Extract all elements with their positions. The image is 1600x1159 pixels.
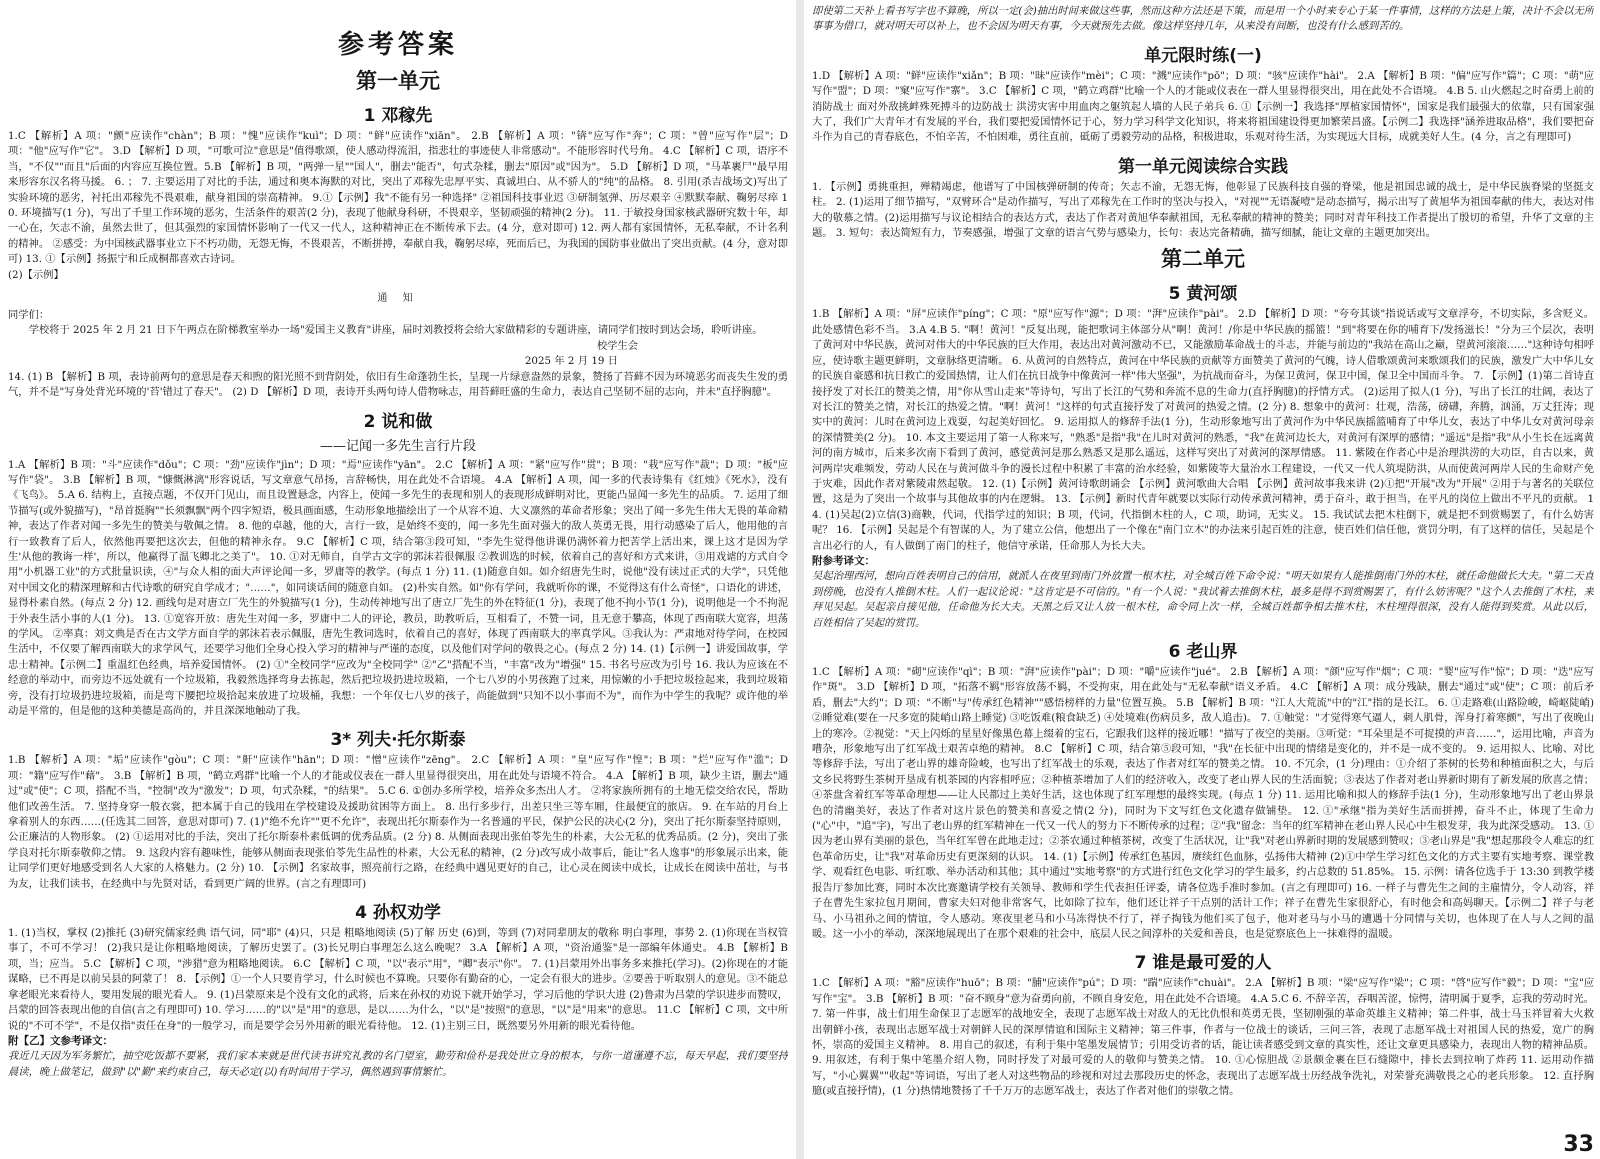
reading-practice-answers: 1. 【示例】勇挑重担，殚精竭虑，他谱写了中国核弹研制的传奇；矢志不渝，无怨无悔，他彰显了民族科技自强的脊梁，他是祖国忠诚的战士，是中华民族脊梁的坚挺支柱。 2. (1)运用了细节描写，"双臂环合"是动作描写，写出了邓稼先在工作时的坚决与投入，"对视""无语凝噎"是动态描写，揭示出写了黄旭华为祖国奉献的伟大，表达对伟大的敬慕之情。(2)运用描写与议论相结合的表达方式，表达了作者对黄旭华奉献祖国，无私奉献的精神的赞美；同时对青年科技工作者提出了殷切的希望，升华了文章的主题。 3. 短句：表达简短有力，节奏感强，增强了文章的语言气势与感染力，长句：表达完备精确，描写细腻，能让文章的主题更加突出。 [812,180,1594,240]
lesson-4-translation: 我近几天因为军务繁忙，抽空吃饭都不要紧，我们家本来就是世代读书讲究礼教的名门望室，勤劳和俭朴是我处世立身的根本，与你一道谨遵不忘，每天早起，我们要坚持晨读，晚上做笔记，做到"以"勤"来约束自己，每天必定(以)有时间用于学习，偶然遇到事情繁忙。 [8,1050,788,1078]
lesson-4-title: 4 孙权劝学 [355,903,441,924]
page-number: 33 [1563,1132,1594,1157]
lesson-5-translation: 吴起治理西河，想向百姓表明自己的信用，就派人在夜里到南门外放置一根木柱，对全城百姓下命令说："明天如果有人能推倒南门外的木柱，就任命他做长大夫。"第二天直到傍晚，也没有人推倒木柱。人们一起议论说："这肯定是不可信的。"有一个人说："我试着去推倒木柱，最多是得不到赏赐罢了，有什么妨害呢？"这个人去推倒了木柱，来拜见吴起。吴起亲自接见他，任命他为长大夫。天黑之后又让人放一根木柱，命令同上次一样，全城百姓都争相去推木柱，木柱埋得很深，没有人能得到奖赏。从此以后，百姓相信了吴起的赏罚。 [812,570,1594,629]
lesson-7-answers: 1.C 【解析】A 项："豁"应读作"huō"；B 项："脯"应读作"pú"；D 项："踹"应读作"chuài"。 2.A 【解析】B 项："梁"应写作"梁"；C 项："啓"应写作"毅"；D 项："宝"应写作"宝"。 3.B 【解析】B 项："奋不顾身"意为奋勇向前，不顾自身安危，用在此处不合语境。 4.A 5.C 6. 不辞辛苦，吞咽苦涩，惊愕，清明属于夏季，忘我的劳动时光。 7. 第一件事，战士们用生命保卫了志愿军的战地安全，表现了志愿军战士对敌人的无比仇恨和英勇无畏，坚韧刚强的革命英雄主义精神；第二件事，战士马玉祥冒着大火救出朝鲜小孩，表现出志愿军战士对朝鲜人民的深厚情谊和国际主义精神；第三件事，作者与一位战士的谈话，三问三答，表现了志愿军战士对祖国人民的热爱，宽广的胸怀，崇高的爱国主义精神。 8. 用自己的叙述，有利于集中笔墨发展情节；引用受访者的话，能让读者感受到文章的真实性，还让文章更具感染力，表现出人物的精神品质。 9. 用叙述，有利于集中笔墨介绍人物，同时抒发了对最可爱的人的敬仰与赞美之情。 10. ①心惊胆战 ②景颇金裹在巨石缝隙中，排长去到拉响了炸药 11. 运用动作描写，"小心翼翼""收起"等词语，写出了老人对这些物品的珍视和对过去那段历史的怀念，表现出了志愿军战士历经战争洗礼，对荣誉充满敬畏之心的老兵形象。 12. 直抒胸臆(或直接抒情)，(1 分)热情地赞扬了千千万万的志愿军战士，表达了作者对他们的崇敬之情。 [812,977,1594,1098]
lesson-2-answers: 1.A 【解析】B 项："斗"应读作"dǒu"；C 项："劲"应读作"jìn"；D 项："焉"应读作"yān"。 2.C 【解析】A 项："紧"应写作"贯"；B 项："栽"应写作"裁"；D 项："板"应写作"袋"。 3.B 【解析】B 项，"慷慨淋漓"形容说话，写文章意气昂扬，言辞畅快，用在此处不合语境。 4.A 【解析】A 项，闻一多的代表诗集有《红烛》《死水》，没有《飞鸟》。 5.A 6. 结构上，直接点题，不仅开门见山，而且设置悬念，内容上，使闻一多先生的表现和别人的表现形成鲜明对比，更能凸显闻一多先生的品质。 7. 运用了细节描写(或外貌描写)，"昂首挺胸""长须飘飘"两个四字短语，极具画面感，生动形象地描绘出了一个从容不迫、大义凛然的革命者形象；突出了闻一多先生伟大无畏的革命精神，表达了作者对闻一多先生的赞美与敬佩之情。 8. 他的卓越，他的大，言行一致，是始终不变的，闻一多先生面对强大的敌人英勇无畏，用行动感染了后人，他用他的言行一致教育了后人，依然他再要把这次去，但他的精神永存。 9.C 【解析】C 项，结合第③段可知，"李先生觉得他讲课仍满怀着力把苦学上活出来，课上这才是因为学生'从他的教诲一样'，所以，他赢得了温飞卿北之美了"。 10. ①对无师自，自学古文字的郭沫若很佩服 ②教训选的时候，依着自己的喜好和方式来讲，③用戏谑的方式自令用"小机器工业"的方式批量识读，④"与众人相的面大声评论闻一多，罗庸等的教学。(每点 1 分) 11. (1)随意自如。如介绍唐先生时，说他"没有读过正式的大学"，只凭他对中国文化的精深理解和古代诗歌的研究自学成才；"……"，如同谈话间的随意自如。 (2)朴实自然。如"你有学问，我就听你的课，不觉得这有什么奇怪"，口语化的讲述，显得朴素自然。(每点 2 分) 12. 画线句是对唐立厂先生的外貌描写(1 分)，生动传神地写出了唐立厂先生的外在特征(1 分)，表现了他不拘小节(1 分)，说明他是一个不拘泥于外表生活小事的人(1 分)。 13. ①宽容开放：唐先生对闻一多，罗庸中二人的评论，教员，助教听后，互相看了，不赞一词，且无意于攀高，体现了西南联大宽容，坦荡的学风。 ②率真：刘文典是否在古文学方面自学的郭沫若表示佩服，唐先生教词选时，依着自己的喜好，体现了西南联大的率真学风。③我认为：严肃地对待学问，在校园生活中，不仅要了解西南联大的求学风气，还要学习他们全身心投入学习的精神与严谨的态度，以及他们对学问的敬畏之心。(每点 2 分) 14. (1)【示例一】讲爱国故事，学忠士精神。【示例二】重温红色经典，培养爱国情怀。 (2) ①"全校同学"应改为"全校同学" ②"乙"搭配不当，"丰富"改为"增强" 15. 书名号应改为引号 16. 我认为应该在不经意的举动中，而旁边不远处就有一个垃圾箱，我毅然选择弯身去拣起，然后把垃圾扔进垃圾箱，一个七八岁的小男孩跑了过来，用惊嫩的小手把垃圾捡起来，我到垃圾箱旁，没有打垃圾扔进垃圾箱，而是弯下腰把垃圾拾起来放进了垃圾桶，我想：一个年仅七八岁的孩子，尚能做到"只知不以小事而不为"，而作为中学生的我呢？或许他的举动是平常的，但是他的这种美德是高尚的，并且深深地触动了我。 [8,458,788,717]
answer-key-title: 参考答案 [337,30,458,60]
reading-practice-title: 第一单元阅读综合实践 [1118,156,1288,177]
lesson-3-answers: 1.B 【解析】A 项："垢"应读作"gòu"；C 项："鼾"应读作"hān"；D 项："憎"应读作"zēng"。 2.C 【解析】A 项："皇"应写作"惶"；B 项："烂"应写作"滥"；D 项："籍"应写作"藉"。 3.B 【解析】B 项，"鹤立鸡群"比喻一个人的才能或仪表在一群人里显得很突出，用在此处与语境不符合。 4.A 【解析】B 项，缺少主语，删去"通过"或"使"；C 项，搭配不当，"控制"改为"激发"；D 项，句式杂糅，"的结果"。 5.C 6. ①创办多所学校，培养众多杰出人才。 ②将家族所拥有的土地无偿交给农民，帮助他们改善生活。 7. 坚持身穿一般衣裳，把本属于自己的钱用在学校建设及援助贫困等方面上。 8. 出行多步行，出差只坐三等车厢，住最便宜的旅店。 9. 在车站的月台上拿着别人的东西……(任选其二回答，意思对即可) 7. (1)"绝不允许""更不允许"，表现出托尔斯泰作为一名普通的平民，保护公民的决心(2 分)，突出了托尔斯泰坚持原则，公正廉洁的人物形象。 (2) ①运用对比的手法，突出了托尔斯泰朴素低调的优秀品质。(2 分) 8. 从侧面表现出张伯苓先生的朴素，大公无私的优秀品质。(2 分)，突出了张学良对托尔斯泰敬仰之情。 9. 这段内容有趣味性，能够从侧面表现张伯苓先生品性的朴素，大公无私的精神，(2 分)改写成小故事后，能让"名人逸事"的形象展示出来，能让同学们更好地感受到名人大家的人格魅力。(2 分) 10. 【示例】名家故事，照亮前行之路，在经典中遇见更好的自己，让心灵在阅读中成长，让成长在阅读中茁壮，与书为友，让我们读书，在经典中与先贤对话，看到更广阔的世界。(言之有理即可) [8,754,788,890]
lesson-2-subtitle: ——记闻一多先生言行片段 [319,438,476,454]
lesson-2-title: 2 说和做 [363,411,433,432]
lesson-4-translation-heading: 附【乙】文参考译文： [8,1034,113,1047]
lesson-1-title: 1 邓稼先 [363,106,433,126]
notice-body: 学校将于 2025 年 2 月 21 日下午两点在阶梯教室举办一场"爱国主义教育"讲座，届时刘教授将会给大家做精彩的专题讲座，请同学们按时到达会场，聆听讲座。 [28,324,763,337]
lesson-5-translation-heading: 附参考译文： [812,554,875,567]
notice-date: 2025 年 2 月 19 日 [524,355,618,368]
lesson-5-answers: 1.B 【解析】A 项："屏"应读作"píng"；C 项："原"应写作"源"；D 项："湃"应读作"pài"。 2.D 【解析】D 项："夸夸其谈"指说话或写文章浮夸，不切实际，多含贬义。此处感情色彩不当。 3.A 4.B 5. "啊！黄河！"反复出现，能把歌词主体部分从"啊！黄河！/你是中华民族的摇篮！"到"将要在你的哺育下/发扬滋长！"分为三个层次，表明了黄河对中华民族，黄河对伟大的中华民族的巨大作用，表达出对黄河激动不已，又能激励革命战士的斗志，并能与前边的"我站在高山之巅，望黄河滚滚……"这种诗句相呼应，使诗歌主题更鲜明，文章脉络更清晰。 6. 从黄河的自然特点，黄河在中华民族的贡献等方面赞美了黄河的气魄，诗人借歌颂黄河来歌颂我们的民族，激发广大中华儿女的民族自豪感和抗日救亡的爱国热情，让人们在抗日战争中像黄河一样"伟大坚强"，为抗战而奋斗，为保卫黄河，保卫中国，保卫全中国而斗争。 7. 【示例】(1)第二首诗直接抒发了对长江的赞美之情，用"你从雪山走来"等诗句，写出了长江的气势和奔流不息的生命力(直抒胸臆)的抒情方式。 (2)运用了拟人(1 分)，写出了长江的壮阔，表达了对长江的赞美之情，对长江的热爱之情。"啊！黄河！"这样的句式直接抒发了对黄河的热爱之情。(2 分) 8. 想象中的黄河：壮观，浩荡，磅礴，奔腾，汹涌，万丈狂涛；现实中的黄河：儿时在黄河边上戏耍，勾起美好回忆。 9. 运用拟人的修辞手法(1 分)，生动形象地写出了黄河作为中华民族摇篮哺育了中华儿女，表达了中华儿女对黄河母亲的深情赞美(2 分)。 10. 本文主要运用了第一人称来写，"熟悉"是指"我"在儿时对黄河的熟悉，"我"在黄河边长大，对黄河有深厚的感情；"遥远"是指"我"从小生长在远离黄河的南方城市，后来多次南下看到了黄河，感觉黄河是那么熟悉又是那么遥远，这样写突出了对黄河的深厚情感。 11. 紫陵在作者心中是治理洪涝的大功臣，自古以来，黄河两岸灾难频发，劳动人民在与黄河做斗争的漫长过程中积累了丰富的治水经验，如紫陵等大量治水工程建设，一代又一代人筑堤防洪，从而使黄河两岸人民的生命财产免于灾难，因此作者对紫陵肃然起敬。 12. (1)【示例】黄河诗歌朗诵会 【示例】黄河歌曲大合唱 【示例】黄河故事我来讲 (2)①把"开展"改为"开展" ②用于与著名的关联位置，这是为了突出一个故事与其他故事的内在逻辑。 13. 【示例】新时代青年就要以实际行动传承黄河精神，勇于奋斗，敢于担当，在平凡的岗位上做出不平凡的贡献。 14. (1)吴起(2)立信(3)商鞅，代词，代指学过的知识；B 项，代词，代指倒木柱的人，C 项，助词，无实义。 15. 我试试去把木柱倒下，就是把不到赏赐罢了，有什么妨害呢？ 16. 【示例】吴起是个有智谋的人，为了建立公信，他想出了一个像在"南门立木"的办法来引起百姓的注意，使百姓们信任他，赏罚分明，有了这样的信任，吴起是个言出必行的人，有人做倒了南门的柱子，他信守承诺，任命那人为长大夫。 [812,308,1594,552]
lesson-3-title: 3* 列夫·托尔斯泰 [330,730,466,751]
unit-two-heading: 第二单元 [1161,247,1245,272]
left-column [8,4,788,1155]
lesson-1-answers-cont: 14. (1) B 【解析】B 项，表诗前两句的意思是春天和煦的阳光照不到背阴处，依旧有生命蓬勃生长，呈现一片绿意盎然的景象，赞扬了苔藓不因为环境恶劣而丧失生发的勇气，并不是"写身处背光环境的'苔'错过了春天"。 (2) D 【解析】D 项，表诗开头两句诗人借物咏志，用苔藓旺盛的生命力，表达自己坚韧不屈的志向，并未"直抒胸臆"。 [8,370,788,399]
notice-title: 通 知 [377,293,419,305]
lesson-1-answers: 1.C 【解析】A 项："颤"应读作"chàn"；B 项："愧"应读作"kuì"；D 项："鲜"应读作"xiān"。 2.B 【解析】A 项："锛"应写作"奔"；C 项："曾"应写作"层"；D 项："他"应写作"它"。 3.D 【解析】D 项，"可歌可泣"意思是"值得歌颂，使人感动得流泪，指悲壮的事迹使人非常感动"。不能形容时代号角。 4.C 【解析】C 项，语序不当，"不仅""而且"后面的内容应互换位置。5.B 【解析】B 项，"两弹一星""国人"，删去"能否"，句式杂糅，删去"原因"或"因为"。 5.D 【解析】D 项，"马革裹尸"最早用来形容东汉名将马援。 6. ； 7. 主要运用了对比的手法，通过和奥本海默的对比，突出了邓稼先忠厚平实、真诚坦白、从不骄人的"纯"的品格。 8. 引用(杀吉战场文)写出了实验环境的恶劣，衬托出邓稼先不畏艰难，献身祖国的崇高精神。 9.①【示例】我"不能有另一种选择" ②祖国科技事业迟 ③研制氢弹、历尽艰辛 ④默默奉献、鞠躬尽瘁 10. 环境描写(1 分)，写出了千里工作环境的恶劣，生活条件的艰苦(2 分)，表现了他献身科研，不畏艰辛，坚韧顽强的精神(2 分)。 11. 于敏投身国家核武器研究数十年，却一心在，矢志不渝，虽然去世了，但其强烈的家国情怀影响了一代又一代人，这种精神正在不断传承下去。(4 分，意对即可) 12. 两人都有家国情怀，无私奉献，不计名利的精神。 ②感受：为中国核武器事业立下不朽功勋，无怨无悔，不畏艰苦，不断拼搏，奉献自我，鞠躬尽瘁，死而后已，为我国的国防事业做出了突出贡献。(4 分，意对即可) 13. ①【示例】扬振宁和丘成桐都喜欢古诗词。 [8,130,788,266]
lesson-5-title: 5 黄河颂 [1168,284,1238,305]
top-translation-cont: 即使第二天补上看书写字也不算晚，所以一定(会)抽出时间来做这些事，然而这种方法还是下策，而是用一个小时来专心于某一件事情，这样的方法是上策，决计不会以无所事事为借口，就对明天可以补上，也不会因为明天有事，今天就预先去做。像这样坚持几年，从来没有间断，也没有什么感到苦的。 [812,5,1594,33]
unit-one-heading: 第一单元 [356,69,440,93]
lesson-1-example: (2)【示例】 [8,268,64,281]
notice-greeting: 同学们： [8,309,50,322]
lesson-7-title: 7 谁是最可爱的人 [1134,953,1272,974]
page-gutter [796,0,804,1159]
unit-test-title: 单元限时练(一) [1144,45,1262,66]
lesson-6-answers: 1.C 【解析】A 项："砌"应读作"qì"；B 项："湃"应读作"pài"；D 项："嚼"应读作"jué"。 2.B 【解析】A 项："颜"应写作"烟"；C 项："婴"应写作"惊"；D 项："迭"应写作"斑"。 3.D 【解析】D 项，"拓落不羁"形容放荡不羁，不受拘束，用在此处与"无私奉献"语义矛盾。 4.C 【解析】A 项：成分残缺，删去"通过"或"使"；C 项：前后矛盾，删去"大约"；D 项："不断"与"传承红色精神""感悟榜样的力量"位置互换。 5.B 【解析】B 项："江人大荒流"中的"江"指的是长江。 6. ①走路难(山路险峻，崎岖陡峭) ②睡觉难(要在一尺多宽的陡峭山路上睡觉) ③吃饭难(粮食缺乏) ④处境难(伤病员多，敌人追击)。 7. ①触觉："才觉得寒气逼人，刺人肌骨，浑身打着寒颤"，写出了夜晚山上的寒冷。②视觉："天上闪烁的星星好像黑色幕上缀着的宝石，它跟我们这样的接近哪！"描写了夜空的美丽。③听觉："耳朵里是不可捉摸的声音……"，运用比喻，声音为嘈杂，形象地写出了红军战士艰苦卓绝的精神。 8.C 【解析】C 项，结合第⑤段可知，"我"在长征中出现的情绪是变化的，并不是一成不变的。 9. 运用拟人、比喻、对比等修辞手法，写出了老山界的雄奇险峻，也写出了红军战士的乐观，表达了作者对红军的赞美之情。 10. 不冗余，(1 分)理由：①介绍了茶树的长势和种植面积之大，与后文乡民将野生茶树开垦成有机茶园的内容相呼应；②种植茶增加了人们的经济收入，改变了老山界人民的生活面貌；③表达了作者对老山界新时期有了新发展的欣喜之情；④茶盘含着红军等革命理想——让人民都过上美好生活，这也体现了红军理想的最终实现。(每点 1 分) 11. 运用比喻和拟人的修辞手法(1 分)，生动形象地写出了老山界景色的清幽美好，表达了作者对这片景色的赞美和喜爱之情(2 分)，同时为下文写红色文化遗存做铺垫。 12. ①"承继"指为美好生活而拼搏，奋斗不止，体现了生命力("心"中，"追"字)，写出了老山界的红军精神在一代又一代人的努力下不断传承的过程；②"我"留念：当年的红军精神在老山界人民心中生根发芽，我为此深受感动。 13. ①因为老山界有美丽的景色，当年红军曾在此地走过；②茶农通过种植茶树，改变了生活状况，让"我"对老山界新时期的发展感到赞叹；③老山界是"我"想起那段令人难忘的红色革命历史，让"我"对革命历史有更深刻的认识。 14. (1)【示例】传承红色基因，赓续红色血脉，弘扬伟大精神 (2)①中学生学习红色文化的方式主要有实地考察、课堂教学、观看红色电影、听红歌、举办活动和其他；其中通过"实地考察"的方式进行红色文化学习的学生最多，约占总数的 51.85%。 15. 示例：请各位选手于 13:30 到教学楼报告厅参加比赛，同时本次比赛邀请学校有关领导、教师和学生代表担任评委，请各位选手准时参加。(言之有理即可) 16. 一样子与曹先生之间的主雇情分，令人动容，祥子在曹先生家拉包月期间，曹家夫妇对他非常客气，比如除了拉车，他们还让祥子干点别的活计工作；祥子在曹先生家很舒心，有时他会和高妈聊天。【示例二】祥子与老马、小马祖孙之间的情谊，令人感动。寒夜里老马和小马冻得快不行了，祥子掏钱为他们买了包子，他对老马与小马的遭遇十分同情与关切，也体现了在人与人之间的温暖。这一小小的举动，深深地展现出了在那个艰难的社会中，底层人民之间淳朴的关爱和善良，也是觉察底色上一抹难得的温暖。 [812,666,1594,940]
notice-signature: 校学生会 [596,339,638,352]
right-column [812,4,1594,1155]
lesson-6-title: 6 老山界 [1168,642,1238,662]
unit-test-answers: 1.D 【解析】A 项："鲜"应读作"xiǎn"；B 项："昧"应读作"mèi"；C 项："溅"应读作"pō"；D 项："骇"应读作"hài"。 2.A 【解析】B 项："偏"应写作"篇"；C 项："萌"应写作"盟"；D 项："窠"应写作"寨"。 3.C 【解析】C 项，"鹤立鸡群"比喻一个人的才能或仪表在一群人里显得很突出，用在此处不合语境。 4.B 5. 山火燃起之时奋勇上前的消防战士 面对外敌挑衅殊死搏斗的边防战士 洪涝灾害中用血肉之躯筑起人墙的人民子弟兵 6. ①【示例一】我选择"厚植家国情怀"，国家是我们最强大的依靠，只有国家强大了，我们广大青年才有发展的平台，我们要把爱国情怀记于心，努力学习科学文化知识，将来将祖国建设得更加繁荣昌盛。【示例二】我选择"涵养进取品格"，我们要把奋斗作为自己的青春底色，不怕辛苦，不怕困难，勇往直前，砥砺了勇毅劳动的品格，积极进取，乐观对待生活，为实现远大目标，成就美好人生。(4 分，言之有理即可) [812,69,1594,144]
lesson-4-answers: 1. (1)当权，掌权 (2)推托 (3)研究儒家经典 语气词，同"耶" (4)只，只是 粗略地阅读 (5)了解 历史 (6)到，等到 (7)对同辈朋友的敬称 明白事理，事势 2. (1)你现在当权管事了，不可不学习！ (2)我只是让你粗略地阅读，了解历史罢了。(3)长兄明白事理怎么这么晚呢？ 3.A 【解析】A 项，"资治通鉴"是一部编年体通史。 4.B 【解析】B 项，当；应当。 5.C 【解析】C 项，"涉猎"意为粗略地阅读。 6.C 【解析】C 项，"以"表示"用"，"卿"表示"你"。 7. (1)吕蒙用外出事务多来推托(学习)。(2)你现在的才能谋略，已不再是以前吴县的阿蒙了！ 8. 【示例】①一个人只要肯学习，什么时候也不算晚。只要你有勤奋的心，一定会有很大的进步。②要善于听取别人的意见。③不能总拿老眼光来看待人，要用发展的眼光看人。 9. (1)吕蒙原来是个没有文化的武将，后来在孙权的劝说下就开始学习，学习后他的学识大进 (2)鲁肃为吕蒙的学识进步而赞叹，吕蒙的回答表现出他的自信(言之有理即可) 10. 学习……的"以"是"用"的意思，是以……为什么，"以"是"按照"的意思，"以"是"用来"的意思。 11.C 【解析】C 项，文中所说的"不可不学"，不是仅指"责任在身"的一般学习，而是要学会另外用新的眼光看待他。 12. (1)主别三日，既然要另外用新的眼光看待他。 [8,927,788,1032]
